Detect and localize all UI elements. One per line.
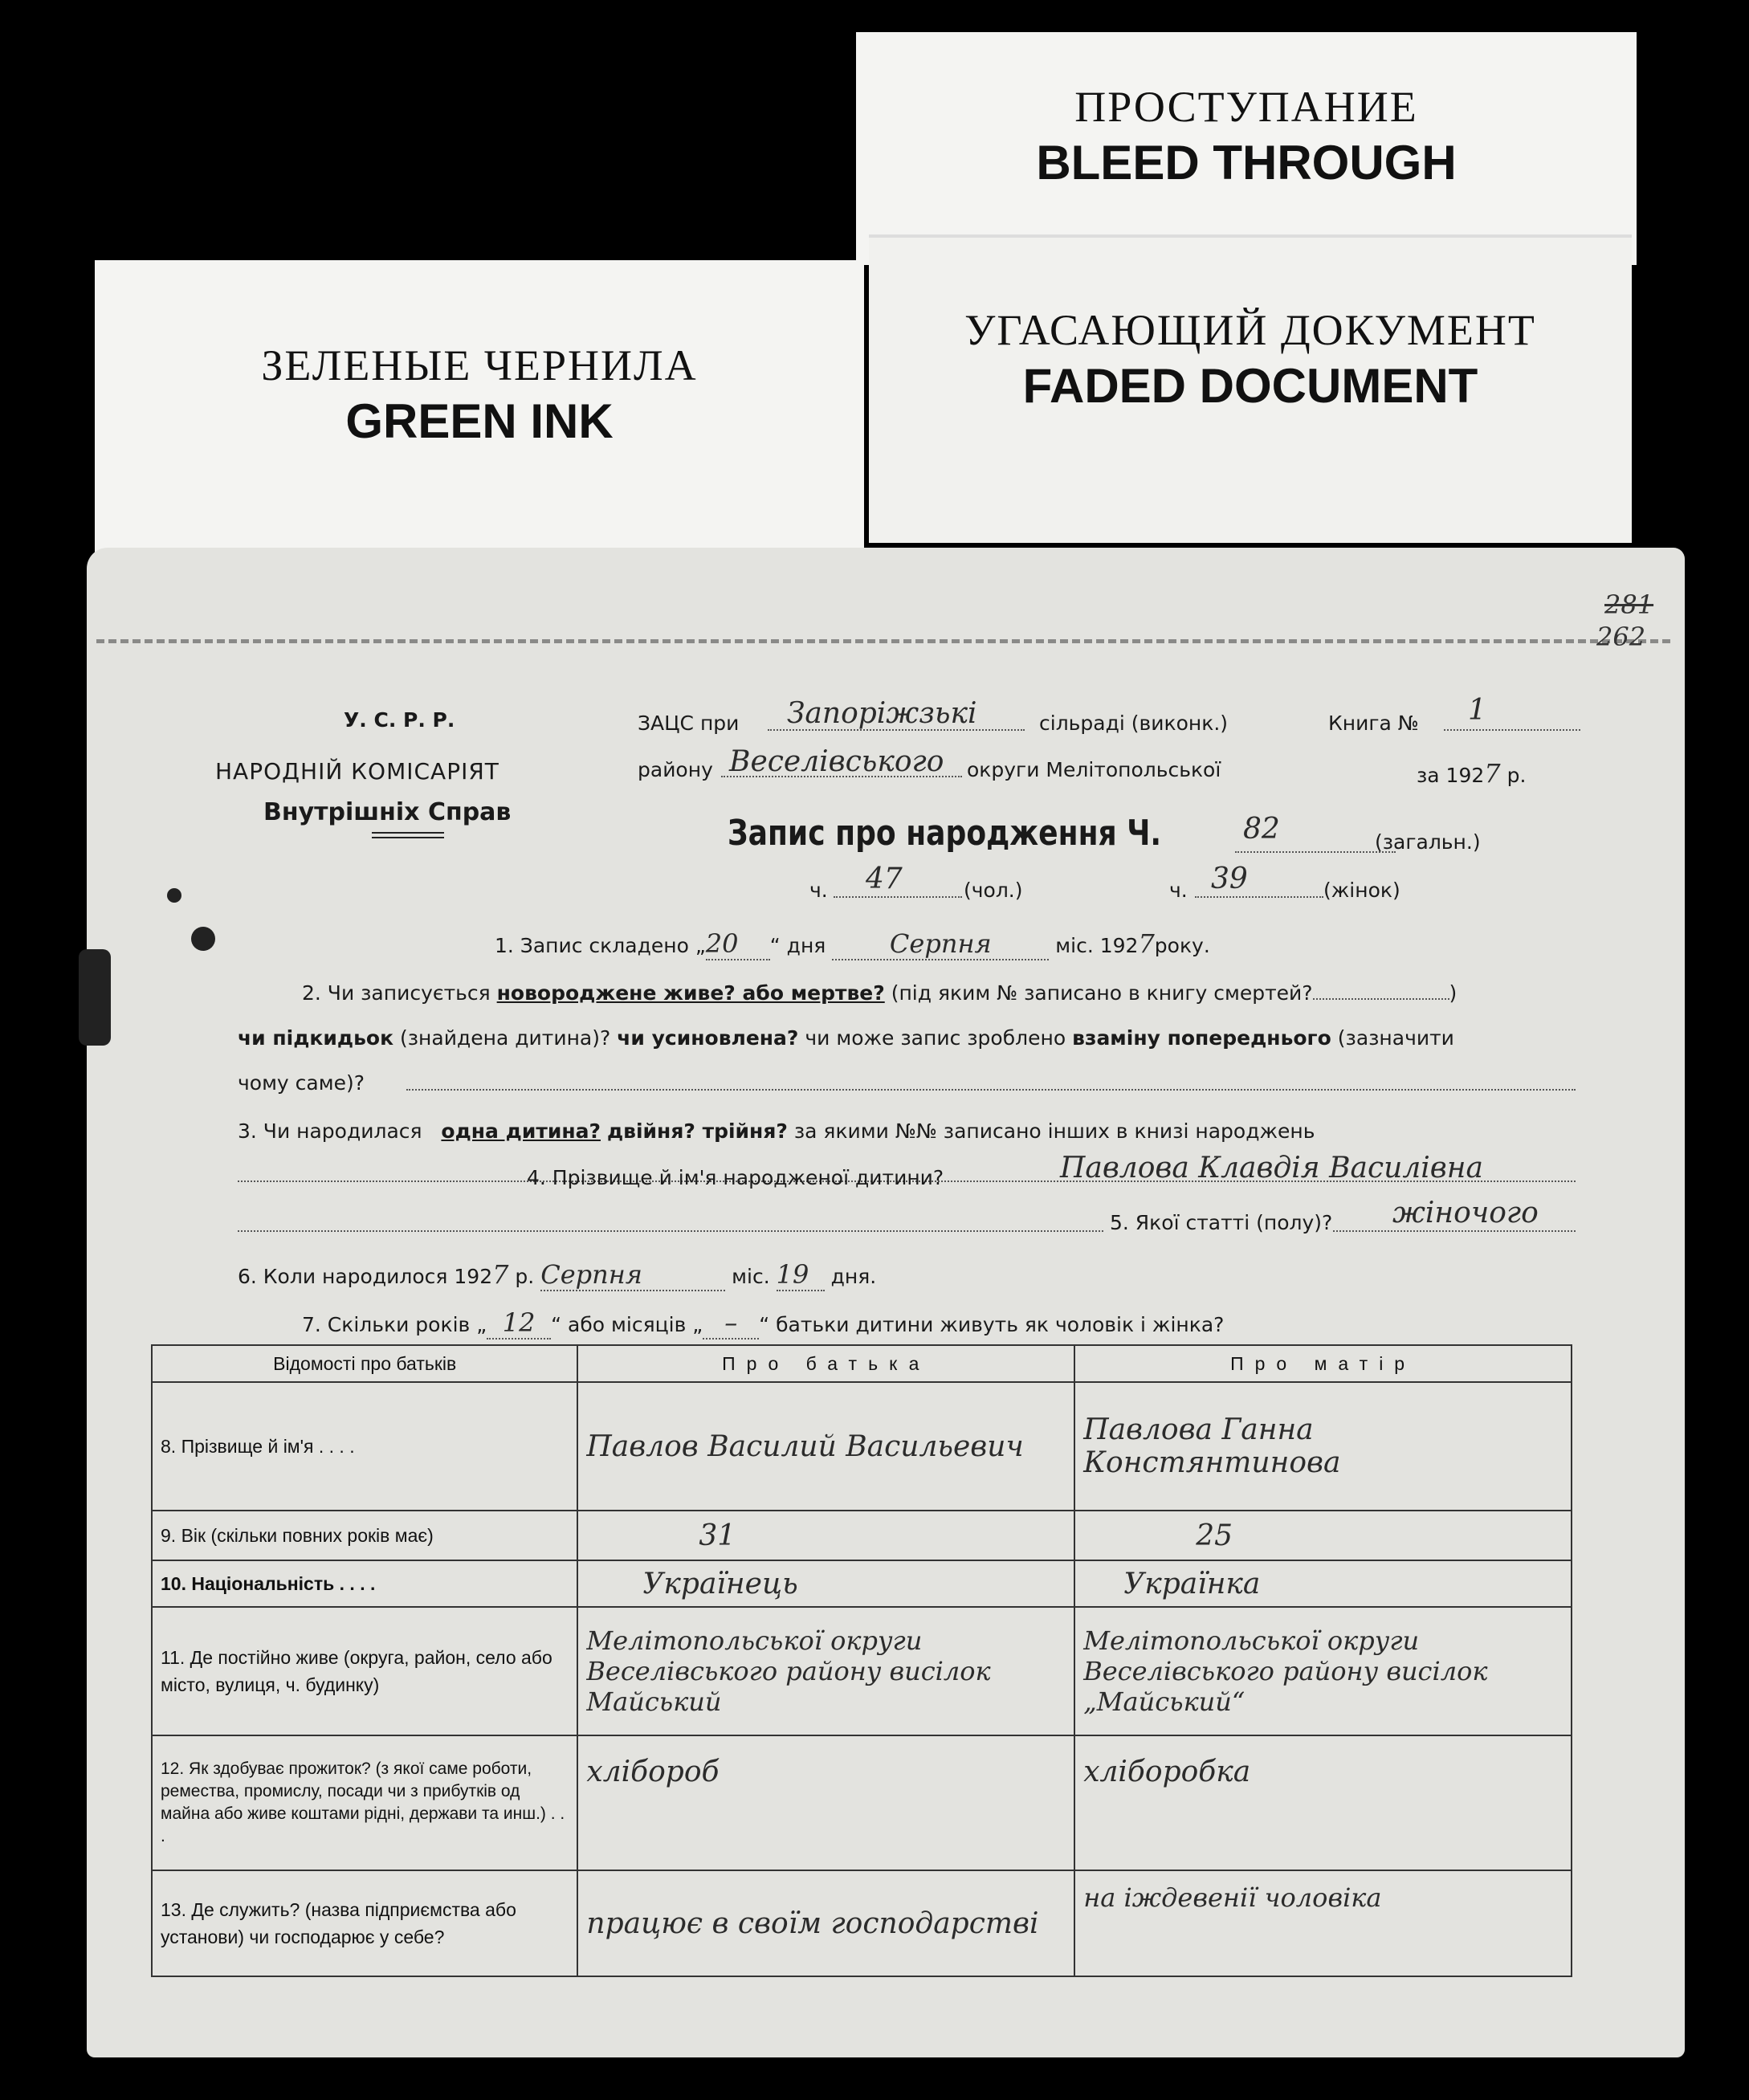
q6-month-value: Серпня [540, 1259, 725, 1291]
year-suffix: р. [1506, 764, 1527, 787]
q2-d: чи підкидьок [238, 1026, 394, 1050]
q6-c: міс. [732, 1265, 770, 1288]
q2-a: 2. Чи записується [302, 981, 491, 1005]
q1-year-digit: 7 [1138, 928, 1155, 959]
perforation-line [96, 639, 1670, 643]
q7-b: “ або місяців „ [551, 1313, 703, 1336]
table-row [152, 1511, 1572, 1560]
q2-g: чи може запис зроблено [805, 1026, 1066, 1050]
row-label: 11. Де постійно живе (округа, район, село або місто, вулиця, ч. будинку) [152, 1607, 577, 1735]
q1-suffix-b: року. [1154, 934, 1210, 957]
father-name-value: Павлов Василий Васильевич [577, 1382, 1074, 1511]
q7-a: 7. Скільки років „ [302, 1313, 487, 1336]
underline [1195, 896, 1323, 898]
general-label: (загальн.) [1375, 830, 1481, 854]
paper-damage [191, 927, 215, 951]
sex-value: жіночого [1392, 1197, 1539, 1229]
underline [1235, 851, 1396, 853]
father-residence-value: Мелітопольської округи Веселівського району висілок Майський [577, 1607, 1074, 1735]
male-number-value: 47 [866, 862, 903, 895]
card-label-en: GREEN INK [345, 394, 614, 448]
table-row [152, 1607, 1572, 1735]
female-number-value: 39 [1211, 862, 1248, 895]
table-row [152, 1870, 1572, 1976]
q2-b: новороджене живе? або мертве? [496, 981, 885, 1005]
q5-label: 5. Якої статті (полу)? [1105, 1211, 1332, 1234]
male-label: (чол.) [964, 879, 1023, 902]
parents-table [151, 1344, 1572, 1977]
underline [406, 1089, 1576, 1091]
father-age-value: 31 [577, 1511, 1074, 1560]
book-label: Книга № [1328, 712, 1419, 735]
page-number: 262 [1596, 622, 1646, 652]
q1-month-value: Серпня [832, 928, 1049, 960]
card-label-en: FADED DOCUMENT [1022, 359, 1478, 413]
commissariat-label: НАРОДНІЙ КОМІСАРІЯТ [215, 758, 499, 785]
village-suffix: сільраді (виконк.) [1039, 712, 1229, 735]
divider [372, 832, 444, 838]
underline [1444, 729, 1580, 731]
q6-d: дня. [830, 1265, 877, 1288]
mother-residence-value: Мелітопольської округи Веселівського району висілок „Майський“ [1074, 1607, 1572, 1735]
row-label: 10. Національність . . . . [152, 1560, 577, 1607]
q7-years-value: 12 [487, 1307, 551, 1340]
mother-occupation-value: хліборобка [1074, 1735, 1572, 1870]
table-row [152, 1560, 1572, 1607]
internal-affairs-label: Внутрішніх Справ [263, 798, 512, 826]
paper-damage [79, 949, 111, 1046]
father-nationality-value: Українець [577, 1560, 1074, 1607]
paper-damage [167, 888, 181, 903]
underline [834, 896, 962, 898]
q7-c: “ батьки дитини живуть як чоловік і жінка? [759, 1313, 1225, 1336]
faded-document-card [869, 234, 1632, 543]
q2-j: чому саме)? [238, 1071, 365, 1095]
green-ink-card [95, 260, 864, 581]
q6-b: р. [515, 1265, 535, 1288]
q6-day-value: 19 [777, 1259, 825, 1291]
bleed-through-card [856, 32, 1637, 265]
female-prefix: ч. [1169, 879, 1188, 902]
card-label-ru: ЗЕЛЕНЫЕ ЧЕРНИЛА [261, 341, 698, 389]
card-label-en: BLEED THROUGH [1036, 136, 1457, 190]
q1-mid: “ дня [769, 934, 826, 957]
q2-e: (знайдена дитина)? [400, 1026, 611, 1050]
rayon-value: Веселівського [729, 745, 944, 778]
card-label-ru: ПРОСТУПАНИЕ [1074, 83, 1418, 131]
q3-b: одна дитина? [441, 1119, 601, 1143]
father-occupation-value: хлібороб [577, 1735, 1074, 1870]
record-number-value: 82 [1243, 813, 1280, 846]
table-header: Про батька [577, 1345, 1074, 1382]
q2-i: (зазначити [1337, 1026, 1454, 1050]
table-row [152, 1735, 1572, 1870]
row-label: 9. Вік (скільки повних років має) [152, 1511, 577, 1560]
female-label: (жінок) [1323, 879, 1400, 902]
row-label: 8. Прізвище й ім'я . . . . [152, 1382, 577, 1511]
table-header: Відомості про батьків [152, 1345, 577, 1382]
q7-months-value: – [703, 1307, 759, 1340]
mother-age-value: 25 [1074, 1511, 1572, 1560]
village-council-value: Запоріжзькі [787, 697, 977, 730]
q1-suffix-a: міс. 192 [1055, 934, 1139, 957]
q3-a: 3. Чи народилася [238, 1119, 422, 1143]
q2-h: взаміну попереднього [1072, 1026, 1331, 1050]
okrug-label: округи Мелітопольської [967, 758, 1221, 781]
ussr-label: У. С. Р. Р. [344, 708, 455, 732]
q1-prefix: 1. Запис складено „ [495, 934, 706, 957]
q4-label: 4. Прізвище й ім'я народженої дитини? [527, 1166, 944, 1189]
q3-c: двійня? трійня? [606, 1119, 788, 1143]
q6-a: 6. Коли народилося 192 [238, 1265, 493, 1288]
book-number-value: 1 [1468, 694, 1486, 727]
card-label-ru: УГАСАЮЩИЙ ДОКУМЕНТ [964, 306, 1536, 354]
q6-year-digit: 7 [492, 1259, 509, 1290]
page-number-struck: 281 [1604, 589, 1654, 620]
father-workplace-value: працює в своїм господарстві [577, 1870, 1074, 1976]
form-title: Запис про народження Ч. [728, 813, 1162, 854]
child-name-value: Павлова Клавдія Василівна [1060, 1152, 1483, 1185]
rayon-prefix: району [638, 758, 713, 781]
mother-name-value: Павлова Ганна Констянтинова [1074, 1382, 1572, 1511]
mother-workplace-value: на іждевенії чоловіка [1074, 1870, 1572, 1976]
year-prefix: за 192 [1417, 764, 1485, 787]
q1-day-value: 20 [706, 928, 770, 960]
year-digit: 7 [1484, 758, 1501, 789]
row-label: 12. Як здобуває прожиток? (з якої саме роботи, ремества, промислу, посади чи з прибутків од майна або живе коштами рідні, держави та инш.) . . . [152, 1735, 577, 1870]
q3-d: за якими №№ записано інших в книзі народжень [793, 1119, 1315, 1143]
mother-nationality-value: Українка [1074, 1560, 1572, 1607]
q2-c: (під яким № записано в книгу смертей? [891, 981, 1313, 1005]
table-header: Про матір [1074, 1345, 1572, 1382]
zags-prefix: ЗАЦС при [638, 712, 740, 735]
q2-f: чи усиновлена? [617, 1026, 799, 1050]
q2-c-end: ) [1449, 981, 1458, 1005]
male-prefix: ч. [809, 879, 828, 902]
table-row [152, 1382, 1572, 1511]
row-label: 13. Де служить? (назва підприємства або установи) чи господарює у себе? [152, 1870, 577, 1976]
underline [238, 1230, 1576, 1232]
